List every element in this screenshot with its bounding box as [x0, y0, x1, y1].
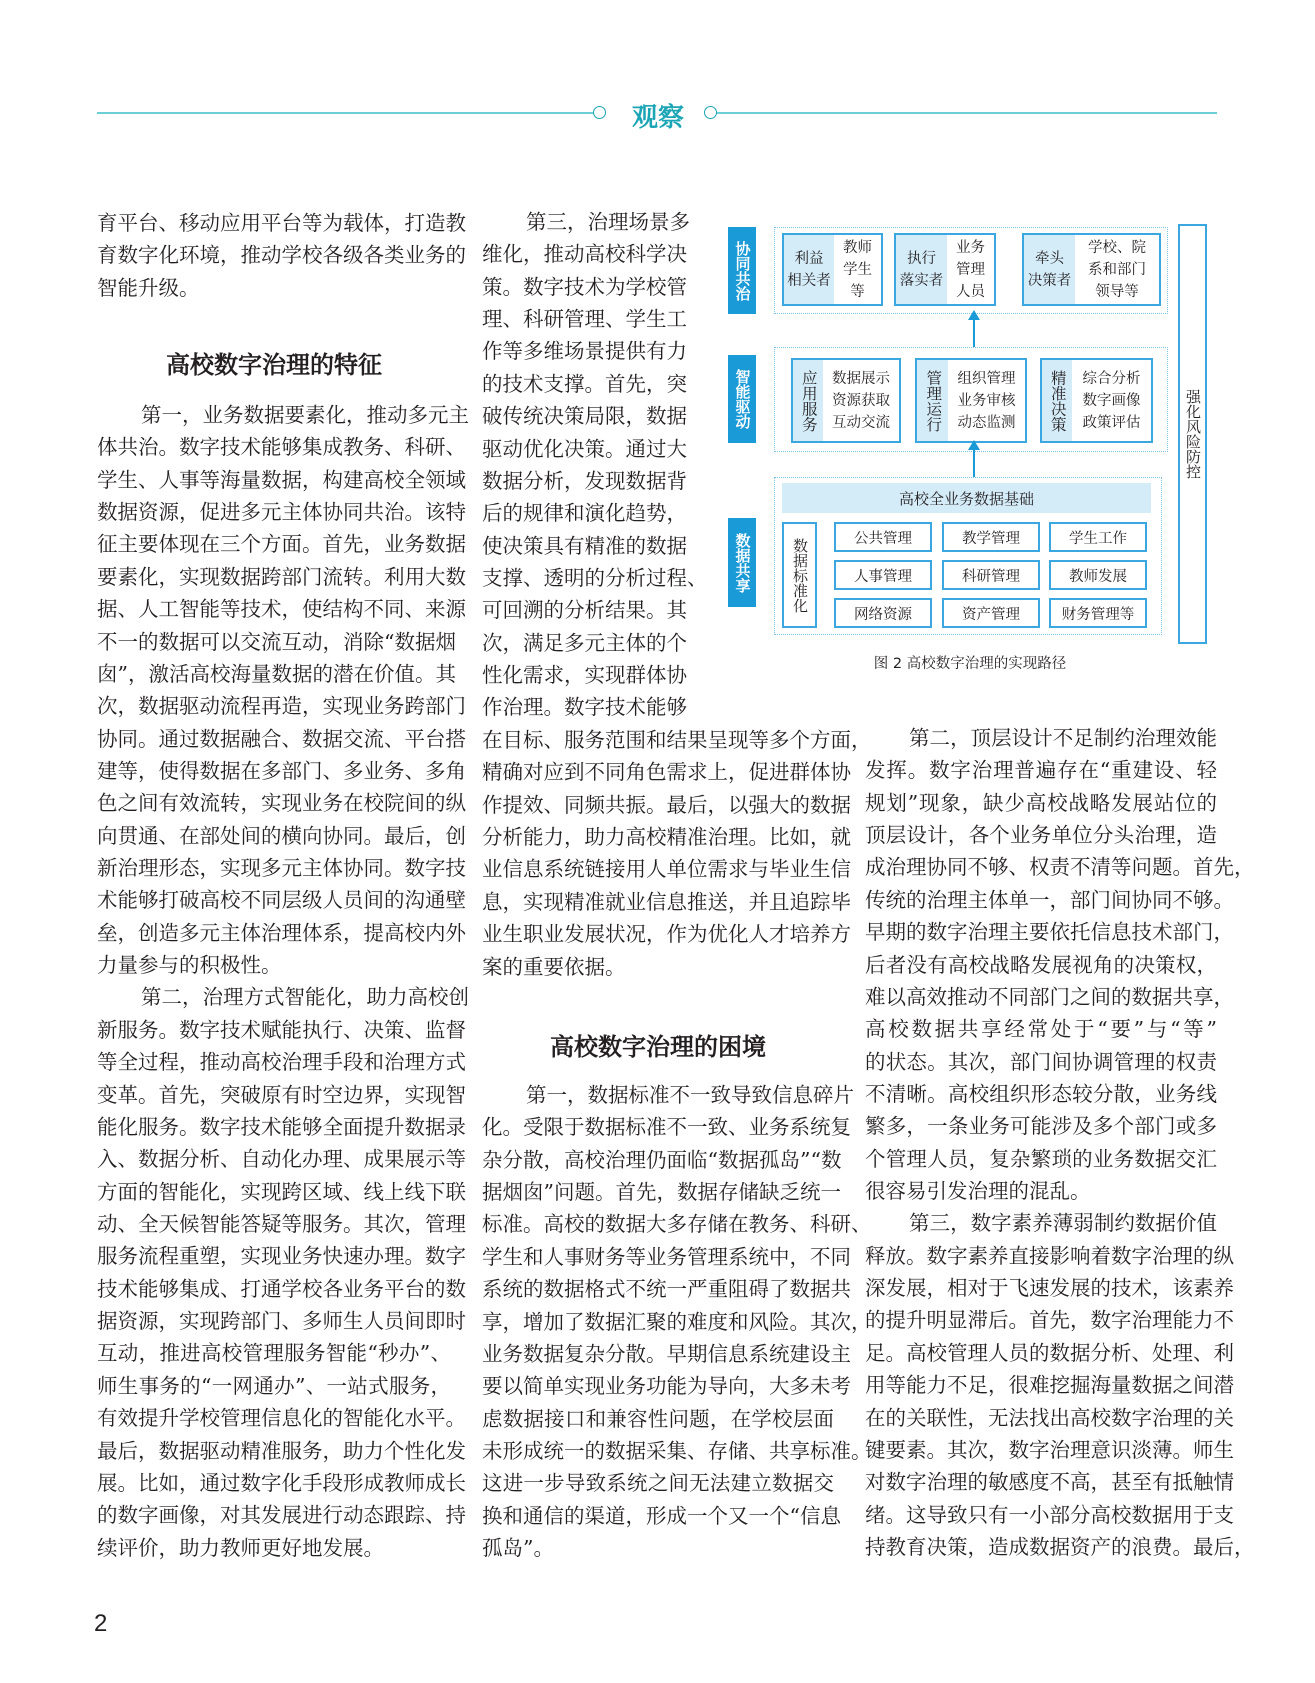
text-line: 化。受限于数据标准不一致、业务系统复 [482, 1115, 851, 1140]
text-line: 顶层设计，各个业务单位分头治理，造 [865, 823, 1217, 848]
text-line: 规划”现象，缺少高校战略发展站位的 [865, 790, 1217, 815]
text-line: 支撑、透明的分析过程、 [482, 565, 708, 590]
layer-label-collaboration [728, 227, 756, 314]
data-cell: 学生工作 [1049, 522, 1147, 552]
text-line: 高校数据共享经常处于“要”与“等” [865, 1017, 1217, 1042]
text-line: 孤岛”。 [482, 1536, 554, 1561]
text-line: 育平台、移动应用平台等为载体，打造教 [97, 211, 466, 235]
header-rule-left [97, 112, 593, 114]
data-cell: 人事管理 [834, 560, 932, 590]
driver-item: 业务审核 [957, 392, 1016, 409]
risk-control-bar [1178, 224, 1207, 644]
driver-label: 管理运行 [924, 369, 943, 432]
figure-caption: 图 2 高校数字治理的实现路径 [873, 656, 1067, 672]
column-3-body [865, 722, 1255, 1563]
text-line: 动、全天候智能答疑等服务。其次，管理 [97, 1211, 466, 1236]
text-line: 息，实现精准就业信息推送，并且追踪毕 [482, 889, 851, 914]
text-line: 用等能力不足，很难挖掘海量数据之间潜 [865, 1373, 1234, 1398]
text-line: 展。比如，通过数字化手段形成教师成长 [97, 1470, 466, 1495]
paragraph [865, 722, 1255, 1207]
text-line: 互动，推进高校管理服务智能“秒办”、 [97, 1341, 451, 1366]
text-line: 不清晰。高校组织形态较分散，业务线 [865, 1081, 1217, 1106]
column-2-body [482, 1079, 872, 1564]
text-line: 新服务。数字技术赋能执行、决策、监督 [97, 1017, 466, 1042]
governance-box-decision-makers [1022, 233, 1161, 306]
text-line: 换和通信的渠道，形成一个又一个“信息 [482, 1503, 841, 1528]
text-line: 要以简单实现业务功能为导向，大多未考 [482, 1374, 851, 1399]
driver-box-management-operations [915, 358, 1027, 443]
text-line: 服务流程重塑，实现业务快速办理。数字 [97, 1244, 466, 1269]
data-cell: 教师发展 [1049, 560, 1147, 590]
arrow-up-icon [973, 312, 975, 347]
text-line: 未形成统一的数据采集、存储、共享标准。 [482, 1438, 872, 1463]
role-text: 落实者 [899, 272, 944, 289]
text-line: 续评价，助力教师更好地发展。 [97, 1535, 384, 1560]
arrow-up-icon [973, 442, 975, 477]
text-line: 这进一步导致系统之间无法建立数据交 [482, 1471, 834, 1496]
text-line: 垒，创造多元主体治理体系，提高校内外 [97, 920, 466, 945]
text-line: 征主要体现在三个方面。首先，业务数据 [97, 532, 466, 557]
text-line: 技术能够集成、打通学校各业务平台的数 [97, 1276, 466, 1301]
text-line: 第二，顶层设计不足制约治理效能 [909, 726, 1217, 750]
text-line: 据烟囱”问题。首先，数据存储缺乏统一 [482, 1180, 841, 1205]
driver-item: 数字画像 [1082, 392, 1141, 409]
text-line: 持教育决策，造成数据资产的浪费。最后， [865, 1534, 1255, 1559]
text-line: 标准。高校的数据大多存储在教务、科研、 [482, 1212, 872, 1237]
driver-item: 组织管理 [957, 370, 1016, 387]
text-line: 深发展，相对于飞速发展的技术，该素养 [865, 1276, 1234, 1301]
text-line: 数据分析，发现数据背 [482, 468, 687, 493]
foundation-title: 高校全业务数据基础 [782, 483, 1151, 513]
text-line: 业信息系统链接用人单位需求与毕业生信 [482, 857, 851, 882]
text-line: 成治理协同不够、权责不清等问题。首先， [865, 855, 1255, 880]
driver-item: 互动交流 [832, 414, 890, 431]
section-title: 观察 [631, 103, 684, 133]
text-line: 释放。数字素养直接影响着数字治理的纵 [865, 1243, 1234, 1268]
text-line: 的状态。其次，部门间协调管理的权责 [865, 1049, 1217, 1074]
text-line: 的技术支撑。首先，突 [482, 371, 687, 396]
driver-item: 动态监测 [957, 414, 1016, 431]
role-text: 利益 [794, 250, 824, 267]
text-line: 第一，数据标准不一致导致信息碎片 [526, 1083, 854, 1107]
text-line: 足。高校管理人员的数据分析、处理、利 [865, 1340, 1234, 1365]
header-circle-left [593, 106, 606, 119]
text-line: 数据资源，促进多元主体协同共治。该特 [97, 500, 466, 525]
text-line: 早期的数字治理主要依托信息技术部门， [865, 920, 1234, 945]
text-line: 智能升级。 [97, 275, 200, 300]
layer-label-data-sharing [728, 518, 756, 607]
text-line: 第二，治理方式智能化，助力高校创 [141, 985, 469, 1010]
header-rule-right [717, 112, 1217, 114]
text-line: 使决策具有精准的数据 [482, 533, 687, 558]
text-line: 色之间有效流转，实现业务在校院间的纵 [97, 791, 466, 816]
text-line: 最后，数据驱动精准服务，助力个性化发 [97, 1438, 466, 1463]
text-line: 绪。这导致只有一小部分高校数据用于支 [865, 1502, 1234, 1527]
text-line: 个管理人员，复杂繁琐的业务数据交汇 [865, 1146, 1217, 1171]
member-text: 学校、院 [1088, 239, 1146, 256]
text-line: 育数字化环境，推动学校各级各类业务的 [97, 243, 466, 268]
text-line: 可回溯的分析结果。其 [482, 598, 687, 623]
layer-label-intelligence [728, 355, 756, 443]
text-line: 传统的治理主体单一，部门间协同不够。 [865, 887, 1234, 912]
driver-item: 综合分析 [1082, 370, 1141, 387]
text-line: 繁多，一条业务可能涉及多个部门或多 [865, 1114, 1217, 1139]
text-line: 精确对应到不同角色需求上，促进群体协 [482, 760, 851, 785]
column-1-intro [97, 207, 466, 304]
text-line: 虑数据接口和兼容性问题，在学校层面 [482, 1406, 834, 1431]
paragraph [482, 724, 872, 983]
member-text: 等 [850, 283, 865, 300]
text-line: 第三，数字素养薄弱制约数据价值 [909, 1211, 1217, 1236]
layer-label-text: 数据共享 [733, 532, 752, 593]
standardization-label: 数据标准化 [791, 537, 809, 613]
text-line: 性化需求，实现群体协 [482, 663, 687, 688]
text-line: 业生职业发展状况，作为优化人才培养方 [482, 922, 851, 947]
role-text: 牵头 [1035, 250, 1064, 267]
member-text: 领导等 [1095, 283, 1139, 300]
text-line: 变革。首先，突破原有时空边界，实现智 [97, 1082, 466, 1107]
section-heading-features: 高校数字治理的特征 [166, 351, 382, 379]
text-line: 案的重要依据。 [482, 954, 626, 979]
driver-box-application-services [791, 358, 901, 443]
text-line: 的数字画像，对其发展进行动态跟踪、持 [97, 1503, 466, 1528]
text-line: 第三，治理场景多 [526, 210, 690, 234]
text-line: 能化服务。数字技术能够全面提升数据录 [97, 1114, 466, 1139]
text-line: 作治理。数字技术能够 [482, 695, 687, 720]
text-line: 理、科研管理、学生工 [482, 307, 687, 332]
text-line: 对数字治理的敏感度不高，甚至有抵触情 [865, 1470, 1234, 1495]
text-line: 分析能力，助力高校精准治理。比如，就 [482, 825, 851, 850]
text-line: 不一的数据可以交流互动，消除“数据烟 [97, 629, 456, 654]
text-line: 驱动优化决策。通过大 [482, 436, 687, 461]
text-line: 术能够打破高校不同层级人员间的沟通壁 [97, 888, 466, 913]
text-line: 建等，使得数据在多部门、多业务、多角 [97, 758, 466, 783]
text-line: 次，数据驱动流程再造，实现业务跨部门 [97, 694, 466, 719]
driver-label: 精准决策 [1048, 369, 1067, 432]
driver-item: 资源获取 [832, 392, 890, 409]
text-line: 享，增加了数据汇聚的难度和风险。其次， [482, 1309, 872, 1334]
governance-box-implementers [894, 233, 996, 306]
data-cell: 网络资源 [834, 598, 932, 628]
paragraph [97, 399, 469, 981]
text-line: 要素化，实现数据跨部门流转。利用大数 [97, 564, 466, 589]
text-line: 在目标、服务范围和结果呈现等多个方面， [482, 728, 872, 752]
governance-box-stakeholders [782, 233, 883, 306]
text-line: 业务数据复杂分散。早期信息系统建设主 [482, 1341, 851, 1366]
data-cell: 公共管理 [834, 522, 932, 552]
data-cell: 教学管理 [942, 522, 1040, 552]
text-line: 的提升明显滞后。首先，数字治理能力不 [865, 1308, 1234, 1333]
text-line: 破传统决策局限，数据 [482, 404, 687, 429]
text-line: 学生、人事等海量数据，构建高校全领域 [97, 467, 466, 492]
role-text: 决策者 [1027, 272, 1072, 289]
text-line: 杂分散，高校治理仍面临“数据孤岛”“数 [482, 1147, 842, 1172]
text-line: 发挥。数字治理普遍存在“重建设、轻 [865, 758, 1217, 783]
text-line: 协同。通过数据融合、数据交流、平台搭 [97, 726, 466, 751]
text-line: 很容易引发治理的混乱。 [865, 1179, 1091, 1204]
data-cell: 资产管理 [942, 598, 1040, 628]
text-line: 键要素。其次，数字治理意识淡薄。师生 [865, 1437, 1234, 1462]
paragraph [482, 1079, 872, 1564]
column-1-body [97, 399, 469, 1564]
data-cell: 科研管理 [942, 560, 1040, 590]
member-text: 业务 [956, 239, 985, 256]
text-line: 入、数据分析、自动化办理、成果展示等 [97, 1147, 466, 1172]
text-line: 系统的数据格式不统一严重阻碍了数据共 [482, 1277, 851, 1302]
driver-box-precise-decision [1040, 358, 1153, 443]
text-line: 力量参与的积极性。 [97, 953, 282, 978]
member-text: 教师 [843, 239, 872, 256]
text-line: 第一，业务数据要素化，推动多元主 [141, 403, 469, 427]
paragraph [865, 1207, 1255, 1563]
member-text: 学生 [843, 261, 872, 278]
page-number: 2 [94, 1610, 108, 1637]
text-line: 作提效、同频共振。最后，以强大的数据 [482, 792, 851, 817]
data-cell: 财务管理等 [1049, 598, 1147, 628]
layer-label-text: 智能驱动 [733, 369, 752, 429]
text-line: 向贯通、在部处间的横向协同。最后，创 [97, 823, 466, 848]
member-text: 人员 [956, 283, 985, 300]
layer-label-text: 协同共治 [733, 240, 752, 301]
text-line: 策。数字技术为学校管 [482, 274, 687, 299]
driver-label: 应用服务 [799, 369, 818, 432]
text-line: 作等多维场景提供有力 [482, 339, 687, 364]
text-line: 师生事务的“一网通办”、一站式服务， [97, 1373, 451, 1398]
text-line: 据、人工智能等技术，使结构不同、来源 [97, 597, 466, 622]
paragraph [97, 207, 466, 304]
header-circle-right [704, 106, 717, 119]
text-line: 方面的智能化，实现跨区域、线上线下联 [97, 1179, 466, 1204]
text-line: 维化，推动高校科学决 [482, 242, 687, 267]
member-text: 系和部门 [1088, 261, 1146, 278]
standardization-box [782, 522, 817, 628]
text-line: 囱”，激活高校海量数据的潜在价值。其 [97, 661, 456, 686]
text-line: 难以高效推动不同部门之间的数据共享， [865, 984, 1234, 1009]
column-2-wide [482, 724, 872, 983]
section-heading-dilemmas: 高校数字治理的困境 [550, 1033, 766, 1061]
paragraph [482, 206, 708, 724]
text-line: 次，满足多元主体的个 [482, 630, 687, 655]
paragraph [97, 981, 469, 1563]
text-line: 有效提升学校管理信息化的智能化水平。 [97, 1406, 466, 1431]
text-line: 体共治。数字技术能够集成教务、科研、 [97, 435, 466, 460]
text-line: 在的关联性，无法找出高校数字治理的关 [865, 1405, 1234, 1430]
text-line: 据资源，实现跨部门、多师生人员间即时 [97, 1309, 466, 1334]
role-text: 执行 [907, 250, 936, 267]
text-line: 后者没有高校战略发展视角的决策权， [865, 952, 1217, 977]
text-line: 新治理形态，实现多元主体协同。数字技 [97, 856, 466, 881]
driver-item: 数据展示 [832, 370, 890, 387]
driver-item: 政策评估 [1082, 414, 1141, 431]
text-line: 等全过程，推动高校治理手段和治理方式 [97, 1050, 466, 1075]
role-text: 相关者 [787, 272, 831, 289]
column-2-narrow [482, 206, 708, 724]
text-line: 后的规律和演化趋势， [482, 501, 687, 526]
text-line: 学生和人事财务等业务管理系统中，不同 [482, 1244, 851, 1269]
member-text: 管理 [956, 261, 985, 278]
risk-control-label: 强化风险防控 [1184, 389, 1202, 479]
